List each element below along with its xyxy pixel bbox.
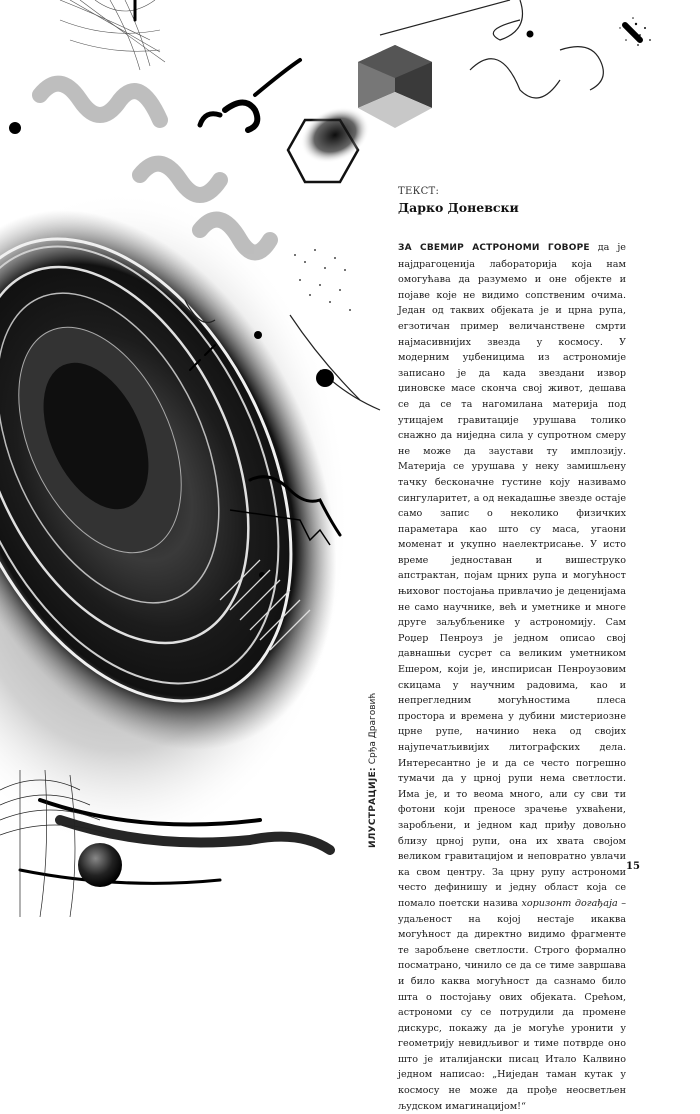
article-body [398,240,626,1114]
article-text-part1: да је најдрагоценија лабораторија која нам омогућава да разумемо и оне објекте и појаве које не видимо сопственим очима. Један од таквих објеката је и црна рупа, егзотичан пример величанствене смрти најмасивнијих звезда у космосу. У модерним уџбеницима из астрономије записано је да када звездани извор џиновске масе сконча свој живот, дешава се да се та нагомилана материја под утицајем гравитације урушава толико снажно да ниједна сила у супротном смеру не може да заустави ту имплозију. Материја се урушава у неку замишљену тачку бесконачне густине коју називамо сингуларитет, а од некадашње звезде остаје само запис о неколико физичких параметара као што су маса, угаони моменат и укупно наелектрисање. У исто време једноставан и вишеструко апстрактан, појам црних рупа и могућност њиховог постојања привлачио је деценијама не само научнике, већ и уметнике и многе друге заљубљенике у астрономију. Сам Роџер Пенроуз је једном описао свој давнашњи сусрет са великим уметником Ешером, који је, инспирисан Пенроузовим скицама у научним радовима, као и непрегледним могућностима плеса простора и времена у дубини мистериозне црне рупе, начинио нека од својих најупечатљивијих литографских дела. Интересантно је и да се често погрешно тумачи да у црној рупи нема светлости. Има је, и то веома много, али су сви ти фотони који преносе зрачење ухваћени, заробљени, и једном кад приђу довољно близу црној рупи, она их хвата својом великом гравитацијом и неповратно увлачи ка свом центру. За црну рупу астрономи често дефинишу и једну област која се помало поетски назива [398,242,626,909]
page-number: 15 [626,861,640,872]
article-italic-term: хоризонт догађаја [521,897,618,909]
article-lead: ЗА СВЕМИР АСТРОНОМИ ГОВОРЕ [398,243,590,253]
cube-shape [358,45,432,128]
article-paragraph [398,240,626,1114]
author-credit [398,186,628,215]
illustration-credit-label: ИЛУСТРАЦИЈЕ: [368,767,378,848]
article-text-part2: – удаљеност на којој нестаје икаква могућност да директно видимо фрагменте те заробљене светлости. Строго формално посматрано, чинило се да се тиме завршава и било каква могућност да сазнамо било шта о постојању ових објеката. Срећом, астрономи су се потрудили да промене дискурс, покажу да је могуће уронити у геометрију невидљивог и тиме потврде оно што је италијански писац Итало Калвино једном написао: „Ниједан таман кутак у космосу не може да прође неосветљен људском имагинацијом!“ [398,897,626,1112]
illustration-credit-author: Срђа Драговић [368,692,378,765]
sphere [78,843,122,887]
credit-label: ТЕКСТ: [398,186,440,197]
illustration-credit [368,693,378,848]
mesh-grid-top [60,0,165,70]
credit-author: Дарко Доневски [398,200,519,215]
